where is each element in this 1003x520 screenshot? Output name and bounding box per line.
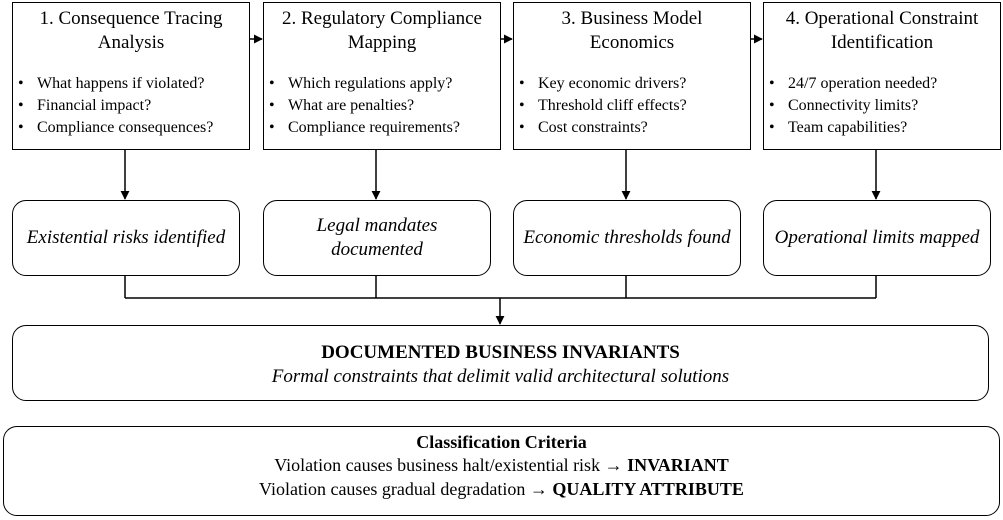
invariants-title: DOCUMENTED BUSINESS INVARIANTS — [321, 342, 680, 363]
step-bullet-list — [13, 73, 249, 139]
step-box-operational-constraint — [763, 2, 1001, 150]
bullet-item: • Threshold cliff effects? — [514, 95, 750, 117]
bullet-item: • Key economic drivers? — [514, 73, 750, 95]
bullet-item: • Compliance requirements? — [264, 117, 500, 139]
bullet-item: • Cost constraints? — [514, 117, 750, 139]
step-box-regulatory-compliance — [263, 2, 501, 150]
outcome-label: Operational limits mapped — [774, 227, 980, 248]
bullet-item: • Team capabilities? — [764, 117, 1000, 139]
criteria-rule-invariant: Violation causes business halt/existential risk → INVARIANT — [274, 455, 729, 475]
step-bullet-list — [764, 73, 1000, 139]
bullet-item: • Which regulations apply? — [264, 73, 500, 95]
step-bullet-list — [514, 73, 750, 139]
step-box-business-model — [513, 2, 751, 150]
criteria-title: Classification Criteria — [416, 432, 587, 452]
criteria-rule-quality-attribute: Violation causes gradual degradation → QUALITY ATTRIBUTE — [259, 479, 744, 499]
classification-criteria-box — [3, 426, 1000, 516]
step-bullet-list — [264, 73, 500, 139]
outcome-existential-risks — [12, 200, 240, 276]
bullet-item: • 24/7 operation needed? — [764, 73, 1000, 95]
outcome-label: Legal mandates documented — [316, 215, 438, 260]
outcome-economic-thresholds — [513, 200, 741, 276]
step-title: 2. Regulatory Compliance Mapping — [282, 8, 482, 53]
step-box-consequence-tracing — [12, 2, 250, 150]
bullet-item: • Connectivity limits? — [764, 95, 1000, 117]
bullet-item: • Compliance consequences? — [13, 117, 249, 139]
bullet-item: • What are penalties? — [264, 95, 500, 117]
step-title: 1. Consequence Tracing Analysis — [39, 8, 223, 53]
invariants-subtitle: Formal constraints that delimit valid architectural solutions — [271, 366, 730, 387]
documented-invariants-box — [12, 325, 989, 401]
bullet-item: • What happens if violated? — [13, 73, 249, 95]
outcome-label: Economic thresholds found — [523, 227, 731, 248]
step-title: 3. Business Model Economics — [561, 8, 703, 53]
outcome-legal-mandates — [263, 200, 491, 276]
outcome-label: Existential risks identified — [26, 227, 226, 248]
outcome-operational-limits — [763, 200, 991, 276]
bullet-item: • Financial impact? — [13, 95, 249, 117]
step-title: 4. Operational Constraint Identification — [785, 8, 979, 53]
